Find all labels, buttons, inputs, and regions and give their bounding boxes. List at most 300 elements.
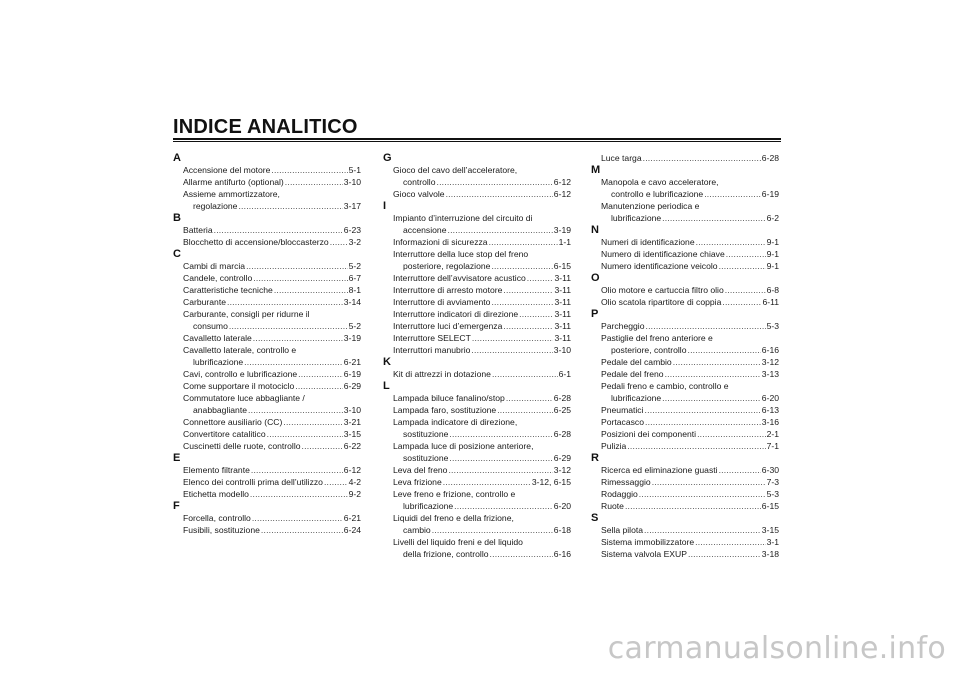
entry-text: lubrificazione [403,501,454,511]
entry-text: Forcella, controllo [183,513,251,523]
index-column-2 [383,152,571,560]
dot-leader [285,176,343,188]
entry-text: Rimessaggio [601,477,651,487]
index-entry [173,176,361,188]
dot-leader [491,296,553,308]
entry-page: 3-21 [343,417,361,427]
index-entry [383,332,571,344]
dot-leader [527,272,554,284]
index-entry [383,476,571,488]
dot-leader [330,236,348,248]
index-entry [383,248,571,272]
entry-page: 3-11 [554,285,571,295]
index-entry [173,296,361,308]
entry-text: Numeri di identificazione [601,237,695,247]
index-entry [383,368,571,380]
entry-text: sostituzione [403,429,449,439]
entry-page: 3-12, 6-15 [531,477,571,487]
index-entry [591,356,779,368]
index-entry [173,236,361,248]
index-entry [173,332,361,344]
index-entry [173,260,361,272]
dot-leader [214,224,343,236]
entry-page: 3-17 [343,201,361,211]
entry-page: 7-1 [766,441,779,451]
entry-text: Posizioni dei componenti [601,429,697,439]
entry-text: Caratteristiche tecniche [183,285,273,295]
entry-text: Convertitore catalitico [183,429,266,439]
entry-text: Lampada biluce fanalino/stop [393,393,505,403]
dot-leader [625,500,761,512]
dot-leader [244,356,343,368]
section-letter: S [591,512,599,524]
entry-text: Elemento filtrante [183,465,250,475]
entry-text: Kit di attrezzi in dotazione [393,369,491,379]
entry-page: 6-24 [343,525,361,535]
entry-text: Cavi, controllo e lubrificazione [183,369,298,379]
entry-page: 6-16 [553,549,571,559]
dot-leader [271,164,347,176]
dot-leader [251,464,343,476]
entry-text: Informazioni di sicurezza [393,237,488,247]
entry-text: anabbagliante [193,405,248,415]
index-entry [173,476,361,488]
entry-page: 1-1 [558,237,571,247]
entry-text: Allarme antifurto (optional) [183,177,284,187]
dot-leader [627,440,765,452]
entry-text: Interruttore indicatori di direzione [393,309,519,319]
dot-leader [298,368,343,380]
entry-page: 6-2 [766,213,779,223]
entry-text: Carburante, consigli per ridurne il [183,309,310,319]
entry-page: 6-29 [553,453,571,463]
entry-text: Impianto d’interruzione del circuito di [393,213,533,223]
dot-leader [267,428,343,440]
entry-text: Gioco del cavo dell’acceleratore, [393,165,518,175]
dot-leader [274,284,348,296]
index-entry [383,164,571,188]
entry-text: Sistema valvola EXUP [601,549,687,559]
entry-page: 3-11 [554,321,571,331]
index-entry [173,512,361,524]
entry-page: 2-1 [766,429,779,439]
entry-text: Cambi di marcia [183,261,246,271]
index-entry [591,284,779,296]
index-entry [383,416,571,440]
index-entry [173,188,361,212]
dot-leader [238,200,342,212]
entry-page: 6-21 [343,513,361,523]
entry-page: 4-2 [348,477,361,487]
entry-page: 5-2 [348,321,361,331]
entry-page: 6-12 [553,189,571,199]
entry-text: Portacasco [601,417,644,427]
entry-page: 3-1 [766,537,779,547]
dot-leader [503,320,553,332]
entry-text: consumo [193,321,228,331]
entry-text: controllo e lubrificazione [611,189,704,199]
entry-page: 3-11 [554,333,571,343]
index-entry [591,440,779,452]
index-entry [173,224,361,236]
entry-page: 3-10 [343,177,361,187]
entry-page: 3-10 [343,405,361,415]
section-letter: E [173,452,181,464]
dot-leader [490,548,553,560]
entry-page: 6-1 [558,369,571,379]
entry-page: 6-25 [553,405,571,415]
entry-page: 6-16 [761,345,779,355]
entry-page: 3-2 [348,237,361,247]
entry-text: Ricerca ed eliminazione guasti [601,465,718,475]
entry-text: posteriore, controllo [611,345,687,355]
section-letter: O [591,272,600,284]
dot-leader [446,188,553,200]
entry-text: Olio scatola ripartitore di coppia [601,297,722,307]
entry-page: 6-15 [761,501,779,511]
entry-text: Cuscinetti delle ruote, controllo [183,441,301,451]
dot-leader [432,524,553,536]
entry-text: Pedali freno e cambio, controllo e [601,381,729,391]
entry-text: Lampada luce di posizione anteriore, [393,441,534,451]
dot-leader [227,296,343,308]
entry-page: 6-20 [553,501,571,511]
dot-leader [471,344,552,356]
index-entry [591,332,779,356]
dot-leader [725,284,766,296]
dot-leader [644,524,761,536]
index-entry [173,464,361,476]
entry-text: Gioco valvole [393,189,445,199]
index-entry [383,392,571,404]
entry-text: posteriore, regolazione [403,261,491,271]
dot-leader [519,308,553,320]
dot-leader [697,428,766,440]
dot-leader [253,332,343,344]
entry-page: 6-18 [553,525,571,535]
entry-page: 3-11 [554,273,571,283]
entry-text: Etichetta modello [183,489,249,499]
index-entry [173,524,361,536]
index-entry [591,320,779,332]
index-entry [591,416,779,428]
entry-page: 5-3 [766,321,779,331]
dot-leader [250,488,348,500]
entry-page: 3-16 [761,417,779,427]
entry-text: Lampada faro, sostituzione [393,405,497,415]
entry-page: 6-28 [553,393,571,403]
entry-page: 9-2 [348,489,361,499]
dot-leader [454,500,553,512]
entry-text: cambio [403,525,431,535]
entry-text: regolazione [193,201,238,211]
entry-page: 3-12 [553,465,571,475]
dot-leader [436,176,552,188]
dot-leader [719,464,761,476]
entry-page: 3-18 [761,549,779,559]
entry-page: 5-2 [348,261,361,271]
entry-page: 6-20 [761,393,779,403]
entry-page: 3-10 [553,345,571,355]
entry-page: 6-12 [553,177,571,187]
entry-text: Batteria [183,225,213,235]
entry-page: 3-19 [343,333,361,343]
entry-text: Leve freno e frizione, controllo e [393,489,516,499]
entry-page: 6-30 [761,465,779,475]
entry-page: 3-11 [554,297,571,307]
dot-leader [497,404,553,416]
index-entry [383,512,571,536]
index-entry [173,440,361,452]
entry-page: 6-22 [343,441,361,451]
entry-text: Interruttore luci d’emergenza [393,321,503,331]
index-entry [383,284,571,296]
entry-text: Interruttore di avviamento [393,297,491,307]
section-letter: K [383,356,391,368]
index-entry [173,164,361,176]
index-entry [173,272,361,284]
dot-leader [295,380,343,392]
dot-leader [449,452,552,464]
dot-leader [472,332,554,344]
index-entry [383,308,571,320]
entry-page: 6-28 [761,153,779,163]
entry-text: Numero identificazione veicolo [601,261,718,271]
index-entry [591,152,779,164]
entry-page: 6-21 [343,357,361,367]
entry-page: 3-15 [343,429,361,439]
dot-leader [246,260,347,272]
entry-page: 8-1 [348,285,361,295]
entry-page: 9-1 [766,237,779,247]
entry-page: 6-7 [348,273,361,283]
section-letter: N [591,224,599,236]
index-entry [173,284,361,296]
entry-page: 3-14 [343,297,361,307]
dot-leader [704,188,761,200]
entry-text: Interruttore SELECT [393,333,471,343]
dot-leader [662,392,761,404]
entry-text: controllo [403,177,436,187]
index-entry [383,536,571,560]
entry-page: 7-3 [766,477,779,487]
section-letter: P [591,308,599,320]
entry-text: sostituzione [403,453,449,463]
section-letter: M [591,164,601,176]
index-entry [591,548,779,560]
dot-leader [491,260,552,272]
entry-text: Sistema immobilizzatore [601,537,695,547]
entry-text: Livelli del liquido freni e del liquido [393,537,523,547]
entry-text: Lampada indicatore di direzione, [393,417,518,427]
dot-leader [719,260,766,272]
entry-text: Rodaggio [601,489,638,499]
entry-text: Interruttore della luce stop del freno [393,249,529,259]
index-entry [173,380,361,392]
entry-text: Pedale del freno [601,369,664,379]
entry-text: lubrificazione [193,357,244,367]
entry-text: Numero di identificazione chiave [601,249,725,259]
entry-page: 6-29 [343,381,361,391]
dot-leader [229,320,348,332]
entry-text: Connettore ausiliario (CC) [183,417,283,427]
entry-text: Leva frizione [393,477,442,487]
dot-leader [695,536,765,548]
entry-text: Carburante [183,297,226,307]
entry-text: Candele, controllo [183,273,253,283]
index-entry [173,308,361,332]
section-letter: G [383,152,392,164]
dot-leader [639,488,766,500]
entry-text: Blocchetto di accensione/bloccasterzo [183,237,329,247]
entry-text: Pneumatici [601,405,644,415]
dot-leader [261,524,343,536]
dot-leader [248,404,343,416]
dot-leader [696,236,766,248]
entry-text: Manutenzione periodica e [601,201,700,211]
index-entry [383,188,571,200]
entry-page: 9-1 [766,249,779,259]
section-letter: C [173,248,181,260]
entry-text: Interruttori manubrio [393,345,471,355]
dot-leader [503,284,553,296]
index-entry [591,368,779,380]
index-entry [173,488,361,500]
entry-text: Olio motore e cartuccia filtro olio [601,285,724,295]
entry-text: Come supportare il motociclo [183,381,295,391]
entry-text: Ruote [601,501,624,511]
entry-text: Pedale del cambio [601,357,672,367]
entry-text: Interruttore di arresto motore [393,285,503,295]
index-entry [383,296,571,308]
entry-page: 3-19 [553,225,571,235]
dot-leader [492,368,558,380]
title-rule [173,138,781,140]
entry-text: Accensione del motore [183,165,271,175]
dot-leader [302,440,343,452]
dot-leader [448,464,552,476]
entry-page: 5-1 [348,165,361,175]
entry-text: Manopola e cavo acceleratore, [601,177,719,187]
index-entry [591,296,779,308]
entry-page: 9-1 [766,261,779,271]
entry-text: Luce targa [601,153,642,163]
entry-text: Assieme ammortizzatore, [183,189,280,199]
index-column-3 [591,152,779,560]
dot-leader [688,548,761,560]
dot-leader [283,416,342,428]
index-entry [591,200,779,224]
dot-leader [252,512,343,524]
index-entry [383,212,571,236]
index-entry [173,428,361,440]
entry-text: Parcheggio [601,321,645,331]
dot-leader [687,344,760,356]
index-entry [383,464,571,476]
section-letter: R [591,452,599,464]
dot-leader [665,368,761,380]
entry-page: 6-15 [553,261,571,271]
index-entry [591,260,779,272]
index-entry [383,344,571,356]
dot-leader [722,296,761,308]
entry-page: 6-12 [343,465,361,475]
entry-page: 3-11 [554,309,571,319]
dot-leader [673,356,761,368]
entry-text: della frizione, controllo [403,549,489,559]
index-entry [591,404,779,416]
dot-leader [324,476,348,488]
dot-leader [726,248,766,260]
entry-text: Elenco dei controlli prima dell’utilizzo [183,477,323,487]
entry-page: 6-8 [766,285,779,295]
index-entry [383,488,571,512]
entry-page: 6-19 [761,189,779,199]
index-entry [383,320,571,332]
index-entry [173,392,361,416]
section-letter: L [383,380,390,392]
entry-text: Liquidi del freno e della frizione, [393,513,514,523]
section-letter: F [173,500,180,512]
index-entry [383,404,571,416]
dot-leader [643,152,761,164]
dot-leader [506,392,553,404]
index-entry [591,476,779,488]
index-entry [591,176,779,200]
watermark-text: carmanualsonline.info [607,631,946,666]
entry-page: 3-13 [761,369,779,379]
index-entry [591,524,779,536]
entry-page: 3-12 [761,357,779,367]
entry-text: Fusibili, sostituzione [183,525,260,535]
section-letter: B [173,212,181,224]
entry-text: lubrificazione [611,213,662,223]
entry-text: Leva del freno [393,465,448,475]
index-entry [383,272,571,284]
dot-leader [645,404,761,416]
index-entry [173,368,361,380]
dot-leader [443,476,531,488]
section-letter: I [383,200,387,212]
index-entry [173,344,361,368]
index-entry [591,464,779,476]
index-entry [383,440,571,464]
index-entry [591,500,779,512]
entry-page: 5-3 [766,489,779,499]
dot-leader [652,476,766,488]
entry-text: lubrificazione [611,393,662,403]
dot-leader [447,224,552,236]
entry-page: 6-19 [343,369,361,379]
entry-page: 3-15 [761,525,779,535]
index-entry [591,248,779,260]
section-letter: A [173,152,181,164]
index-entry [383,236,571,248]
dot-leader [645,320,765,332]
index-entry [591,380,779,404]
entry-text: Commutatore luce abbagliante / [183,393,305,403]
dot-leader [253,272,347,284]
entry-page: 6-28 [553,429,571,439]
index-entry [173,416,361,428]
entry-text: Interruttore dell’avvisatore acustico [393,273,526,283]
page-title: INDICE ANALITICO [173,116,358,138]
entry-text: Pulizia [601,441,627,451]
entry-page: 6-13 [761,405,779,415]
entry-text: Pastiglie del freno anteriore e [601,333,713,343]
entry-text: Sella pilota [601,525,644,535]
entry-text: Cavalletto laterale, controllo e [183,345,297,355]
